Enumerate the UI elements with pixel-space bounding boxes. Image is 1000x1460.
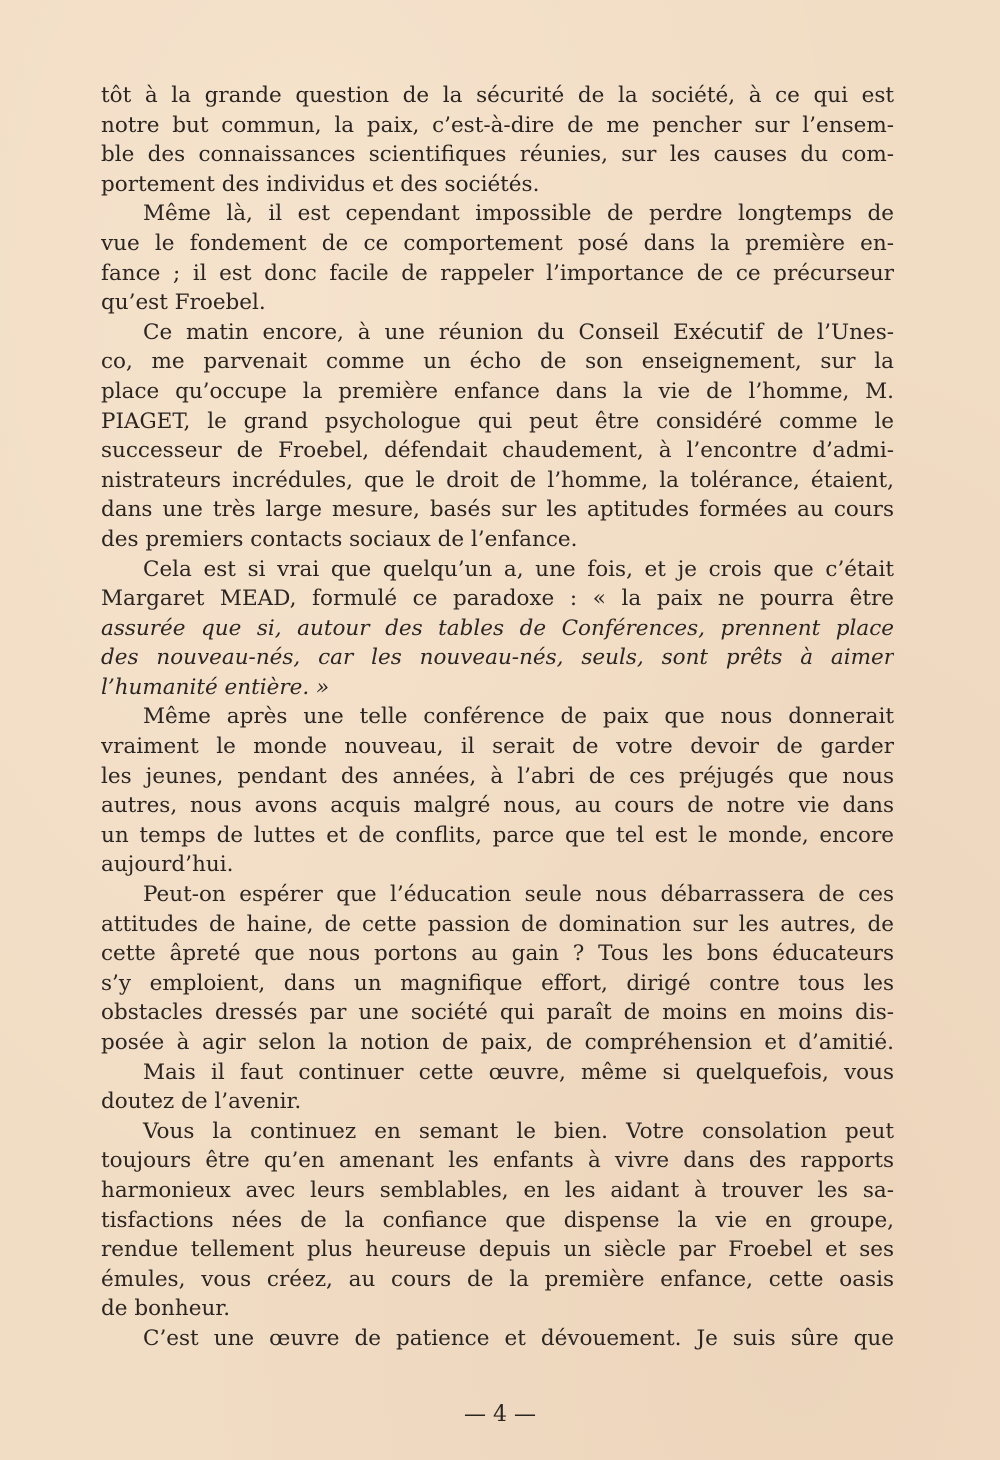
text-line: qu’est Froebel. [101, 290, 266, 316]
text-line: l’humanité entière. » [101, 674, 330, 700]
text-line: place qu’occupe la première enfance dans la vie de l’homme, M. [101, 378, 894, 404]
text-line: tôt à la grande question de la sécurité de la société, à ce qui est [101, 83, 894, 108]
text-line: assurée que si, autour des tables de Conférences, prennent place [101, 615, 894, 641]
text-line: Même après une telle conférence de paix que nous donnerait [143, 704, 894, 730]
text-line: Peut-on espérer que l’éducation seule nous débarrassera de ces [143, 882, 894, 908]
text-line: vraiment le monde nouveau, il serait de votre devoir de garder [101, 734, 894, 760]
text-line: Même là, il est cependant impossible de perdre longtemps de [143, 201, 894, 227]
text-line: obstacles dressés par une société qui paraît de moins en moins dis- [101, 1000, 894, 1026]
text-line: fance ; il est donc facile de rappeler l’importance de ce précurseur [101, 260, 894, 286]
text-line: des premiers contacts sociaux de l’enfance. [101, 526, 578, 552]
text-line: notre but commun, la paix, c’est-à-dire de me pencher sur l’ensem- [101, 112, 894, 138]
text-line: Vous la continuez en semant le bien. Votre consolation peut [143, 1118, 894, 1144]
text-line: de bonheur. [101, 1296, 231, 1322]
text-line: posée à agir selon la notion de paix, de compréhension et d’amitié. [101, 1030, 894, 1055]
text-line: harmonieux avec leurs semblables, en les aidant à trouver les sa- [101, 1177, 894, 1203]
text-line: co, me parvenait comme un écho de son enseignement, sur la [101, 349, 894, 375]
text-line: tisfactions nées de la confiance que dispense la vie en groupe, [101, 1207, 894, 1233]
text-line: PIAGET, le grand psychologue qui peut être considéré comme le [101, 408, 894, 434]
text-line: attitudes de haine, de cette passion de domination sur les autres, de [101, 911, 894, 937]
text-line: les jeunes, pendant des années, à l’abri de ces préjugés que nous [101, 763, 894, 789]
text-line: s’y emploient, dans un magnifique effort, dirigé contre tous les [101, 970, 894, 996]
text-line: C’est une œuvre de patience et dévouement. Je suis sûre que [143, 1325, 894, 1351]
text-line: doutez de l’avenir. [101, 1089, 302, 1115]
text-line: Cela est si vrai que quelqu’un a, une fois, et je crois que c’était [143, 556, 894, 582]
text-line: vue le fondement de ce comportement posé dans la première en- [101, 230, 894, 256]
text-line: ble des connaissances scientifiques réunies, sur les causes du com- [101, 142, 894, 168]
text-line: successeur de Froebel, défendait chaudement, à l’encontre d’admi- [101, 438, 894, 464]
text-line: Ce matin encore, à une réunion du Conseil Exécutif de l’Unes- [143, 319, 894, 345]
text-line: portement des individus et des sociétés. [101, 171, 540, 197]
page-number: — 4 — [464, 1402, 536, 1427]
text-line: un temps de luttes et de conflits, parce que tel est le monde, encore [101, 822, 894, 848]
text-line: toujours être qu’en amenant les enfants à vivre dans des rapports [101, 1148, 894, 1174]
text-line: rendue tellement plus heureuse depuis un siècle par Froebel et ses [101, 1237, 894, 1263]
text-line: Mais il faut continuer cette œuvre, même si quelquefois, vous [143, 1059, 894, 1085]
text-line: nistrateurs incrédules, que le droit de l’homme, la tolérance, étaient, [101, 467, 894, 493]
text-line: des nouveau-nés, car les nouveau-nés, seuls, sont prêts à aimer [101, 645, 894, 671]
text-line: Margaret MEAD, formulé ce paradoxe : « la paix ne pourra être [101, 586, 894, 612]
text-line: cette âpreté que nous portons au gain ? Tous les bons éducateurs [101, 941, 894, 967]
text-line: dans une très large mesure, basés sur les aptitudes formées au cours [101, 497, 894, 523]
text-line: aujourd’hui. [101, 852, 234, 878]
text-line: autres, nous avons acquis malgré nous, au cours de notre vie dans [101, 793, 894, 819]
text-line: émules, vous créez, au cours de la première enfance, cette oasis [101, 1266, 894, 1292]
body-text [101, 81, 894, 1354]
